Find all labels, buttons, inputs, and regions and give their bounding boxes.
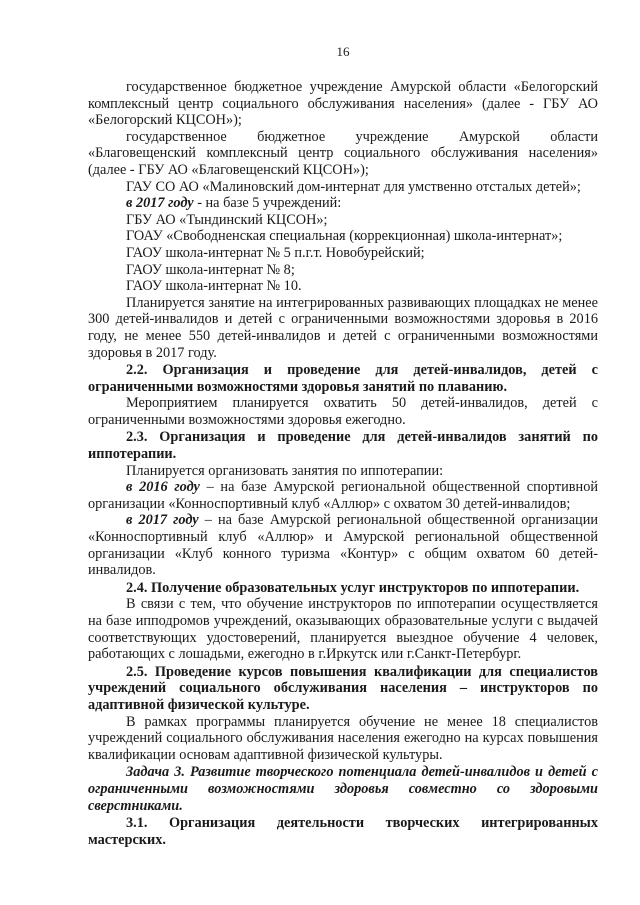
paragraph-tynda: ГБУ АО «Тындинский КЦСОН»; bbox=[126, 211, 328, 228]
year-2017-hippotherapy-label: в 2017 году bbox=[126, 512, 199, 529]
paragraph-malinovsky: ГАУ СО АО «Малиновский дом-интернат для умственно отсталых детей»; bbox=[126, 178, 581, 195]
document-body bbox=[88, 79, 598, 848]
year-2016-label: в 2016 году bbox=[126, 479, 200, 496]
paragraph-instructor-training: В связи с тем, что обучение инструкторов по иппотерапии осуществляется на базе ипподромов учреждений, оказывающих образовательные услуги с выдачей соответствующих удостоверений, планируется выездное обучение 4 человек, работающих с лошадьми, ежегодно в г.Иркутск или г.Санкт-Петербург. bbox=[88, 596, 598, 663]
paragraph-2017-hippotherapy-text: – на базе Амурской региональной общественной организации «Конноспортивный клуб «Аллюр» и Амурской региональной общественной организации «Клуб конного туризма «Контур» с общим охватом 60 детей-инвалидов. bbox=[88, 512, 598, 579]
paragraph-school-10: ГАОУ школа-интернат № 10. bbox=[126, 278, 302, 295]
heading-2-3-hippotherapy: 2.3. Организация и проведение для детей-инвалидов занятий по иппотерапии. bbox=[88, 429, 598, 463]
paragraph-school-8: ГАОУ школа-интернат № 8; bbox=[126, 261, 295, 278]
paragraph-swimming-coverage: Мероприятием планируется охватить 50 детей-инвалидов, детей с ограниченными возможностями здоровья ежегодно. bbox=[88, 395, 598, 428]
heading-3-1-workshops: 3.1. Организация деятельности творческих интегрированных мастерских. bbox=[88, 815, 598, 848]
paragraph-hippotherapy-plan: Планируется организовать занятия по иппотерапии: bbox=[126, 462, 444, 479]
paragraph-belogorsk: государственное бюджетное учреждение Амурской области «Белогорский комплексный центр социального обслуживания населения» (далее - ГБУ АО «Белогорский КЦСОН»); bbox=[88, 79, 598, 129]
year-2017-label: в 2017 году bbox=[126, 195, 194, 212]
heading-2-5-courses: 2.5. Проведение курсов повышения квалификации для специалистов учреждений социального обслуживания населения – инструкторов по адаптивной физической культуре. bbox=[88, 663, 598, 713]
paragraph-2016-hippotherapy bbox=[88, 479, 598, 512]
paragraph-courses-training: В рамках программы планируется обучение не менее 18 специалистов учреждений социального обслуживания населения ежегодно на курсах повышения квалификации основам адаптивной физической культуры. bbox=[88, 713, 598, 763]
heading-2-4-instructors: 2.4. Получение образовательных услуг инструкторов по иппотерапии. bbox=[126, 579, 580, 596]
paragraph-2017-hippotherapy bbox=[88, 512, 598, 578]
paragraph-integrated-sites: Планируется занятие на интегрированных развивающих площадках не менее 300 детей-инвалидов и детей с ограниченными возможностями здоровья в 2016 году, не менее 550 детей-инвалидов и детей с ограниченными возможностями здоровья в 2017 году. bbox=[88, 294, 598, 361]
heading-2-2-swimming: 2.2. Организация и проведение для детей-инвалидов, детей с ограниченными возможностями здоровья занятий по плаванию. bbox=[88, 362, 598, 395]
task-3-text: Развитие творческого потенциала детей-инвалидов и детей с ограниченными возможностями здоровья совместно со здоровыми сверстниками. bbox=[88, 764, 598, 814]
task-3-label: Задача 3. bbox=[126, 764, 185, 781]
paragraph-school-5: ГАОУ школа-интернат № 5 п.г.т. Новобурейский; bbox=[126, 244, 425, 261]
paragraph-svobodny: ГОАУ «Свободненская специальная (коррекционная) школа-интернат»; bbox=[126, 228, 563, 245]
paragraph-2016-hippotherapy-text: – на базе Амурской региональной общественной спортивной организации «Конноспортивный клуб «Аллюр» с охватом 30 детей-инвалидов; bbox=[88, 479, 598, 512]
task-3-heading bbox=[88, 764, 598, 814]
paragraph-2017-institutions-text: - на базе 5 учреждений: bbox=[193, 195, 342, 212]
paragraph-blagoveshchensk: государственное бюджетное учреждение Амурской области «Благовещенский комплексный центр социального обслуживания населения» (далее - ГБУ АО «Благовещенский КЦСОН»); bbox=[88, 128, 598, 178]
page-number: 16 bbox=[336, 44, 350, 59]
paragraph-2017-institutions bbox=[88, 195, 598, 212]
